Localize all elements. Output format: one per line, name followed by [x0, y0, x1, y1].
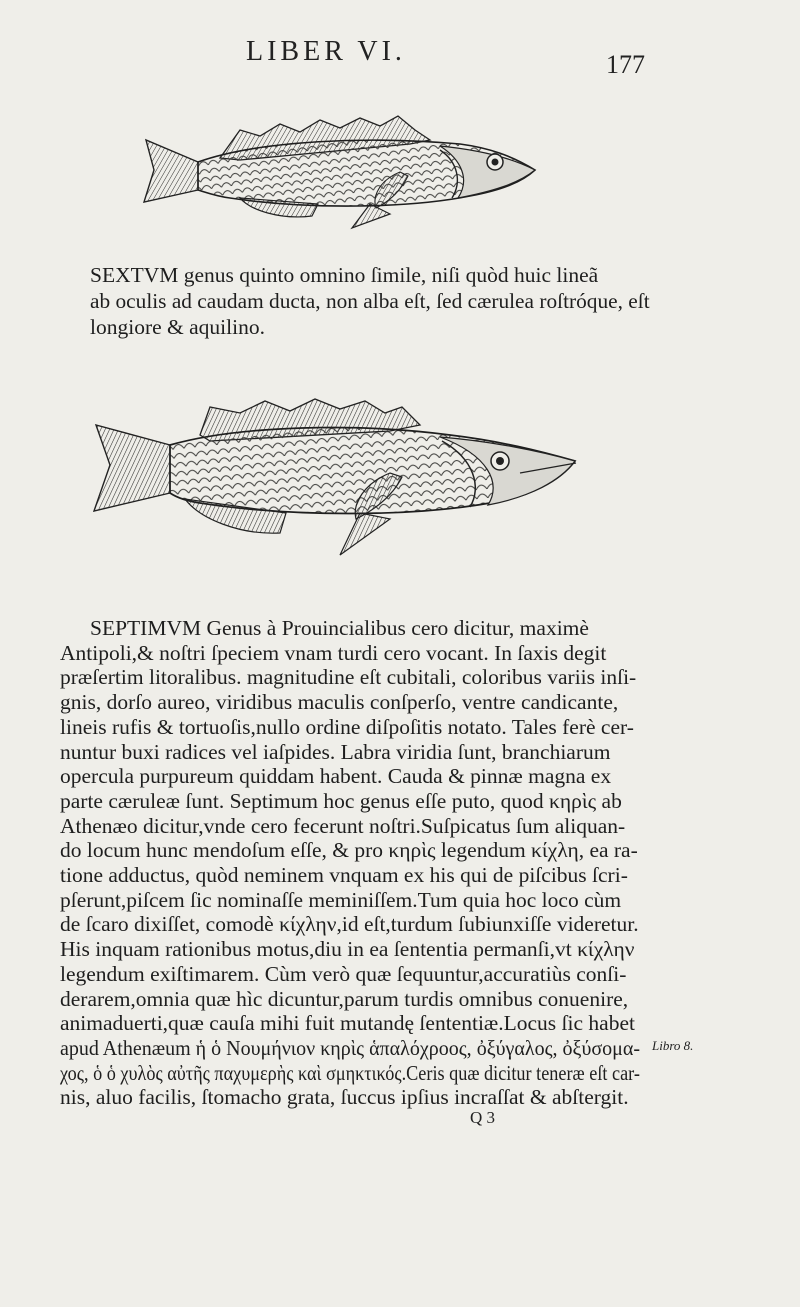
text-line: legendum exiſtimarem. Cùm verò quæ ſequuntur,accuratiùs conſi- [60, 961, 627, 986]
text-line: nuntur buxi radices vel iaſpides. Labra viridia ſunt, branchiarum [60, 739, 611, 764]
text-line: nis, aluo facilis, ſtomacho grata, ſuccus ipſius incraſſat & abſtergit. [60, 1085, 629, 1110]
text-line: derarem,omnia quæ hìc dicuntur,parum turdis omnibus conuenire, [60, 986, 629, 1011]
paragraph-septimum [60, 616, 640, 1110]
running-head: LIBER VI. [246, 36, 406, 67]
text-line: parte cæruleæ ſunt. Septimum hoc genus eſſe puto, quod κηρὶς ab [60, 788, 622, 813]
text-line: tione adductus, quòd neminem vnquam ex his qui de piſcibus ſcri- [60, 863, 628, 888]
signature-mark: Q 3 [470, 1108, 496, 1127]
wrasse-fish-woodcut-icon [90, 395, 580, 560]
text-line: SEXTVM genus quinto omnino ſimile, niſi quòd huic lineã [90, 263, 599, 287]
text-line: lineis rufis & tortuoſis,nullo ordine diſpoſitis notato. Tales ferè cer- [60, 714, 634, 739]
text-line: pſerunt,piſcem ſic nominaſſe meminiſſem.Tum quia hoc loco cùm [60, 887, 622, 912]
text-line: Athenæo dicitur,vnde cero fecerunt noſtri.Suſpicatus ſum aliquan- [60, 813, 626, 838]
wrasse-fish-woodcut-icon [140, 110, 545, 235]
text-line: animaduerti,quæ cauſa mihi fuit mutandę ſententiæ.Locus ſic habet [60, 1011, 635, 1036]
text-line: ab oculis ad caudam ducta, non alba eſt, ſed cærulea roſtróque, eſt [90, 289, 650, 313]
margin-note: Libro 8. [652, 1038, 694, 1053]
text-line: His inquam rationibus motus,diu in ea ſententia permanſi,vt κίχλην [60, 937, 635, 962]
text-line: opercula purpureum quiddam habent. Cauda & pinnæ magna ex [60, 764, 612, 789]
text-line: longiore & aquilino. [90, 315, 265, 339]
text-line: χος, ὁ ὁ χυλὸς αὐτῆς παχυμερὴς καὶ σμηκτικός.Ceris quæ dicitur teneræ eſt car- [60, 1060, 640, 1085]
text-line: gnis, dorſo aureo, viridibus maculis conſperſo, ventre candicante, [60, 690, 619, 715]
text-line: præſertim litoralibus. magnitudine eſt cubitali, coloribus variis inſi- [60, 665, 637, 690]
page-number: 177 [606, 50, 645, 79]
text-line: do locum hunc mendoſum eſſe, & pro κηρὶς legendum κίχλη, ea ra- [60, 838, 638, 863]
text-line: Antipoli,& noſtri ſpeciem vnam turdi cero vocant. In ſaxis degit [60, 640, 607, 665]
text-line: apud Athenæum ἡ ὁ Νουμήνιον κηρὶς ἁπαλόχροος, ὀξύγαλος, ὀξύσομα- [60, 1035, 641, 1060]
text-line: SEPTIMVM Genus à Prouincialibus cero dicitur, maximè [90, 616, 589, 640]
text-line: de ſcaro dixiſſet, comodè κίχλην,id eſt,turdum ſubiunxiſſe videretur. [60, 912, 639, 937]
paragraph-sextum [90, 262, 650, 340]
